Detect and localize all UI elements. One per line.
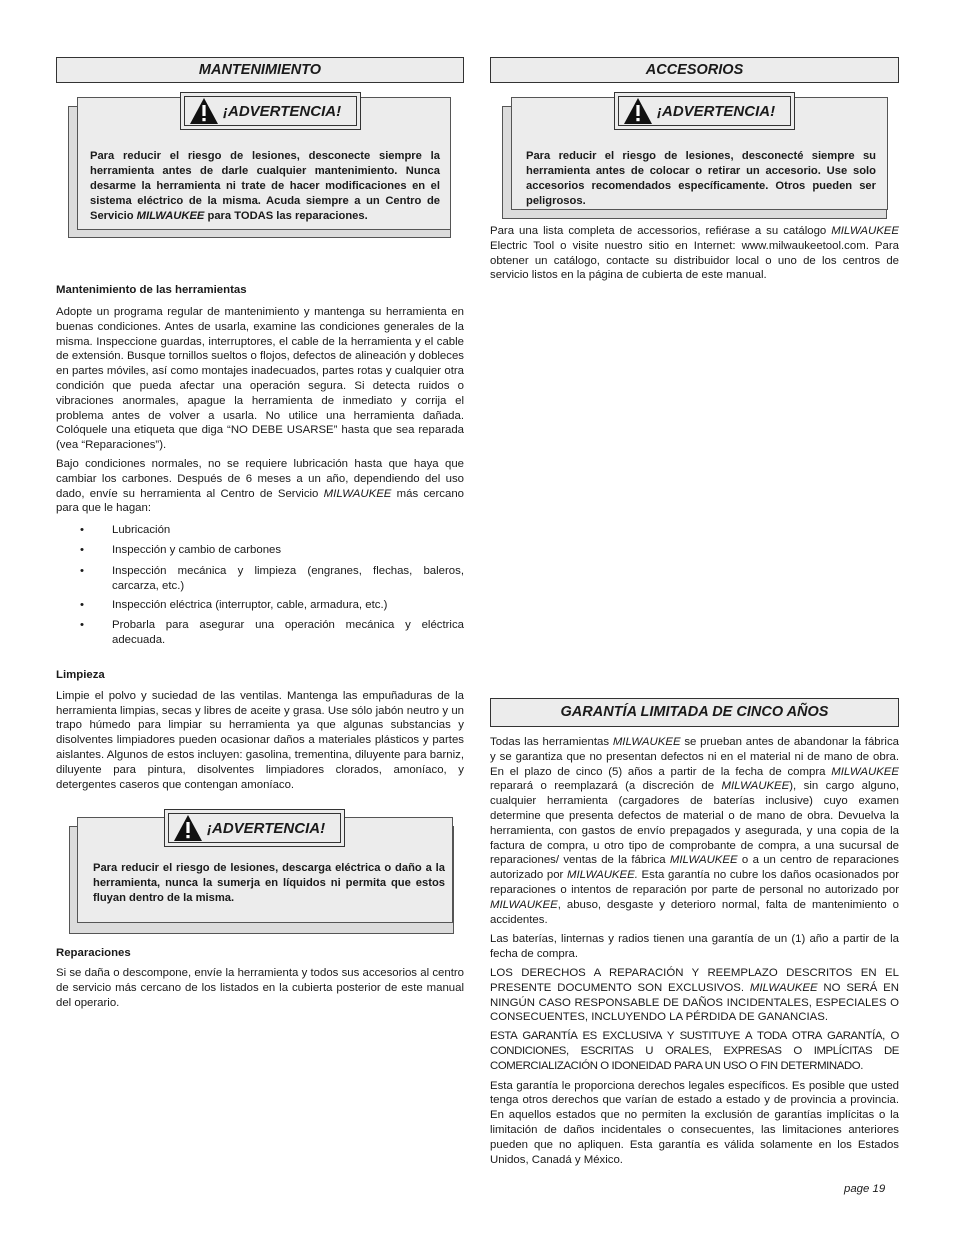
warranty-paragraph: Todas las herramientas MILWAUKEE se prueban antes de abandonar la fábrica y se garantiza que no presentan defectos ni en el material ni de mano de obra. En el plazo de cinco (5) años a partir de la fecha de compra MILWAUKEE reparará o reemplazará (a discreción de MILWAUKEE), sin cargo alguno, cualquier herramienta (cargadores de baterías inclusive) cuyo examen determine que presenta defectos de material o de mano de obra. Devuelva la herramienta, con gastos de envío prepagados y asegurada, y una copia de la factura de compra, u otro tipo de comprobante de compra, a una sucursal de reparaciones/ ventas de la fábrica MILWAUKEE o a un centro de reparaciones autorizado por MILWAUKEE. Esta garantía no cubre los daños ocasionados por reparaciones o intentos de reparación por parte de personal no autorizado por MILWAUKEE, abuso, desgaste y deterioro normal, falta de mantenimiento o accidentes. (490, 736, 900, 926)
battery-warranty-paragraph: Las baterías, linternas y radios tienen una garantía de un (1) año a partir de la fecha de compra. (490, 933, 899, 961)
warning-triangle-icon (623, 97, 653, 125)
warranty-section (490, 698, 899, 1167)
warranty-section-title: GARANTÍA LIMITADA DE CINCO AÑOS (490, 698, 899, 727)
list-item: • Probarla para asegurar una operación mecánica y eléctrica adecuada. (80, 619, 464, 646)
right-column (490, 57, 899, 283)
tools-maintenance-paragraph: Adopte un programa regular de mantenimiento y mantenga su herramienta en buenas condiciones. Antes de usarla, examine las condiciones generales de la misma. Inspeccione guardas, interruptores, el cable de la herramienta y el cable de extensión. Busque tornillos sueltos o flojos, defectos de alineación y dobleces en partes móviles, así como montajes inadecuados, partes rotas y cualquier otra condición que pueda afectar una operación segura. Si detecta ruidos o vibraciones anormales, apague la herramienta de inmediato y corrija el problema antes de volver a usarla. No utilice una herramienta dañada. Colóquele una etiqueta que diga “NO DEBE USARSE” hasta que sea reparada (vea “Reparaciones”). (56, 306, 464, 452)
warning-label: ¡ADVERTENCIA! (207, 819, 326, 837)
service-list (56, 523, 464, 648)
legal-rights-paragraph: Esta garantía le proporciona derechos legales específicos. Es posible que usted tenga otros derechos que varían de estado a estado y de provincia a provincia. En aquellos estados que no permiten la exclusión de garantías implícitas o la limitación de daños incidentales o consecuentes, las limitaciones anteriores pueden que no apliquen. Esta garantía es válida solamente en los Estados Unidos, Canadá y México. (490, 1079, 899, 1166)
accessories-warning-box (490, 92, 899, 220)
warning-triangle-icon (189, 97, 219, 125)
lubrication-paragraph: Bajo condiciones normales, no se requiere lubricación hasta que haya que cambiar los carbones. Después de 6 meses a un año, dependiendo del uso dado, envíe su herramienta al Centro de Servicio MILWAUKEE más cercano para que le hagan: (56, 457, 465, 515)
left-column (56, 57, 464, 1011)
list-item: • Inspección y cambio de carbones (80, 543, 282, 556)
page-number: page 19 (844, 1183, 886, 1195)
warning-tag (164, 809, 345, 847)
warning-label: ¡ADVERTENCIA! (657, 102, 776, 120)
maintenance-warning-box (56, 92, 464, 248)
repairs-heading: Reparaciones (56, 947, 131, 960)
warning-tag (614, 92, 795, 130)
exclusive-warranty-paragraph: ESTA GARANTÍA ES EXCLUSIVA Y SUSTITUYE A TODA OTRA GARANTÍA, O CONDICIONES, ESCRITAS U ORALES, EXPRESAS O IMPLÍCITAS DE COMERCIALIZACIÓN O IDONEIDAD PARA UN USO O FIN DETERMINADO. (490, 1030, 899, 1072)
maintenance-section-title: MANTENIMIENTO (56, 57, 464, 83)
tools-maintenance-heading: Mantenimiento de las herramientas (56, 284, 247, 296)
accessories-section-title: ACCESORIOS (490, 57, 899, 83)
repairs-paragraph: Si se daña o descompone, envíe la herramienta y todos sus accesorios al centro de servicio más cercano de los listados en la cubierta posterior de este manual del operario. (56, 967, 464, 1009)
list-item: • Inspección eléctrica (interruptor, cable, armadura, etc.) (80, 599, 388, 612)
cleaning-warning-box (56, 809, 464, 937)
cleaning-heading: Limpieza (56, 668, 105, 681)
accessories-paragraph: Para una lista completa de accessorios, refiérase a su catálogo MILWAUKEE Electric Tool o visite nuestro sitio en Internet: www.milwaukeetool.com. Para obtener un catálogo, contacte su distribuidor local o uno de los centros de servicio listos en la página de cubierta de este manual. (490, 225, 899, 282)
list-item: • Inspección mecánica y limpieza (engranes, flechas, baleros, carcarza, etc.) (80, 564, 464, 592)
warning-tag (180, 92, 361, 130)
warning-triangle-icon (173, 814, 203, 842)
warning-text: Para reducir el riesgo de lesiones, descarga eléctrica o daño a la herramienta, nunca la sumerja en líquidos ni permita que estos fluyan dentro de la misma. (93, 862, 445, 905)
warning-label: ¡ADVERTENCIA! (223, 102, 342, 120)
cleaning-paragraph: Limpie el polvo y suciedad de las ventilas. Mantenga las empuñaduras de la herramienta limpias, secas y libres de aceite y grasa. Use sólo jabón neutro y un trapo húmedo para limpiar su herramienta ya que algunas substancias y disolventes limpiadores pueden ocasionar daños a materiales plásticos y partes aislantes. Algunos de estos incluyen: gasolina, trementina, diluyente para barniz, diluyente para pintura, disolventes limpiadores clorados, amoníaco, y detergentes caseros que contengan amoníaco. (56, 689, 464, 791)
warning-text: Para reducir el riesgo de lesiones, desconecte siempre la herramienta antes de darle cualquier mantenimiento. Nunca desarme la herramienta ni trate de hacer modificaciones en el sistema eléctrico de la misma. Acuda siempre a un Centro de Servicio MILWAUKEE para TODAS las reparaciones. (90, 150, 440, 222)
list-item: • Lubricación (80, 524, 171, 537)
exclusive-rights-paragraph: LOS DERECHOS A REPARACIÓN Y REEMPLAZO DESCRITOS EN EL PRESENTE DOCUMENTO SON EXCLUSIVOS. MILWAUKEE NO SERÁ EN NINGÚN CASO RESPONSABLE DE DAÑOS INCIDENTALES, ESPECIALES O CONSECUENTES, INCLUYENDO LA PÉRDIDA DE GANANCIAS. (490, 966, 900, 1024)
warning-text: Para reducir el riesgo de lesiones, desconecté siempre su herramienta antes de colocar o retirar un accesorio. Use solo accesorios recomendados específicamente. Otros pueden ser peligrosos. (526, 150, 876, 207)
